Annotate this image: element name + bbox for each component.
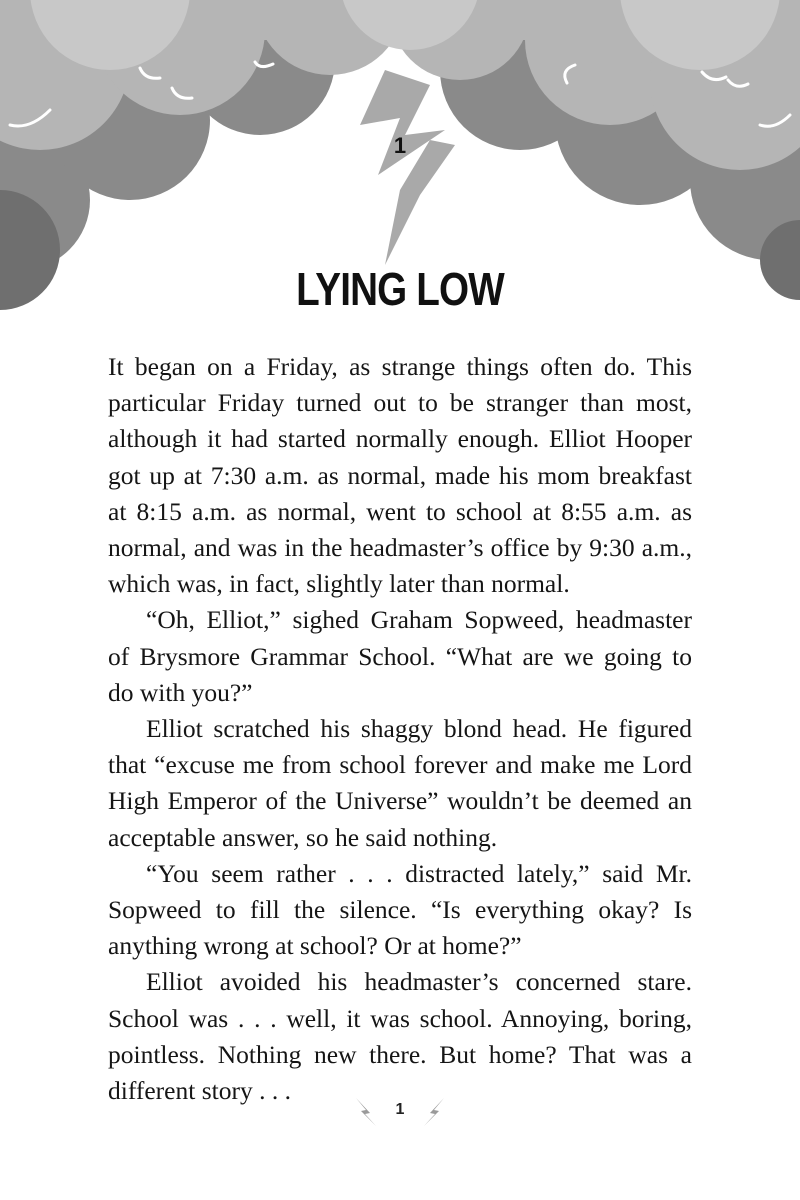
page-number: 1 bbox=[395, 1101, 405, 1118]
page-footer bbox=[0, 1094, 800, 1134]
chapter-body bbox=[108, 349, 692, 1109]
chapter-title: LYING LOW bbox=[296, 263, 504, 315]
chapter-number: 1 bbox=[393, 133, 407, 158]
lightning-bolt-icon bbox=[360, 70, 455, 265]
paragraph: Elliot scratched his shaggy blond head. He figured that “excuse me from school forever and make me Lord High Emperor of the Universe” wouldn’t be deemed an acceptable answer, so he said nothing. bbox=[108, 714, 692, 852]
lightning-bolt-left-icon bbox=[352, 1096, 380, 1128]
paragraph: Elliot avoided his headmaster’s concerned stare. School was . . . well, it was school. Annoying, boring, pointless. Nothing new there. But home? That was a different story . . . bbox=[108, 967, 692, 1106]
paragraph: “Oh, Elliot,” sighed Graham Sopweed, headmaster of Brysmore Grammar School. “What are we going to do with you?” bbox=[108, 605, 692, 707]
paragraph: “You seem rather . . . distracted lately,” said Mr. Sopweed to fill the silence. “Is everything okay? Is anything wrong at school? Or at home?” bbox=[108, 858, 692, 961]
paragraph: It began on a Friday, as strange things often do. This particular Friday turned out to be stranger than most, although it had started normally enough. Elliot Hooper got up at 7:30 a.m. as normal, made his mom breakfast at 8:15 a.m. as normal, went to school at 8:55 a.m. as normal, and was in the headmaster’s office by 9:30 a.m., which was, in fact, slightly later than normal. bbox=[108, 352, 692, 599]
lightning-bolt-right-icon bbox=[420, 1096, 448, 1128]
